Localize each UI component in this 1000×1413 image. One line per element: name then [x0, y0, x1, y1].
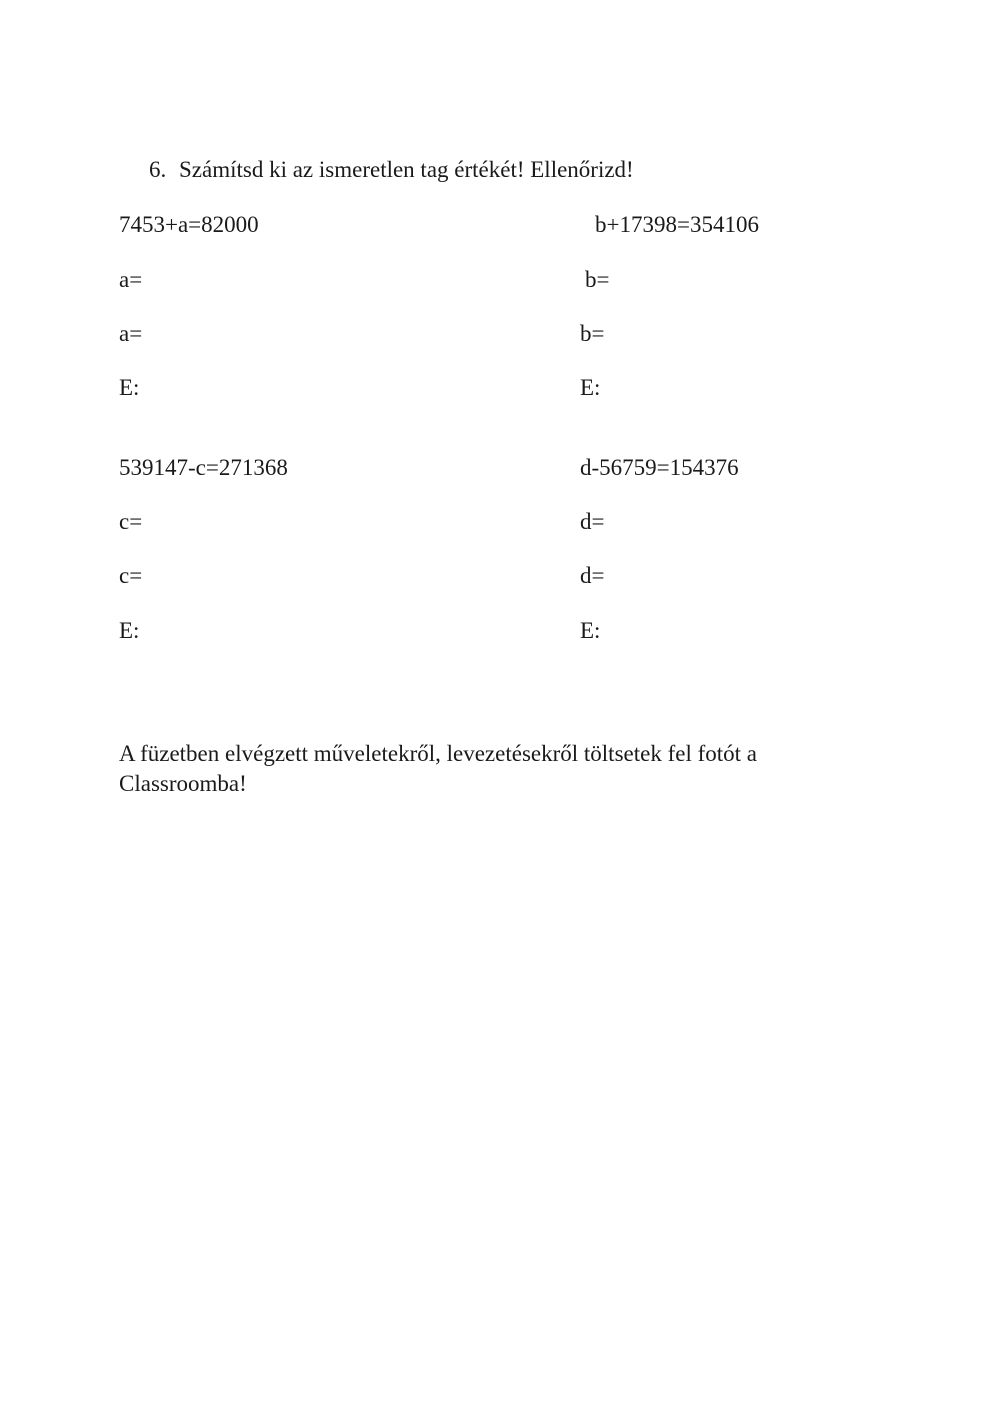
task-heading [149, 156, 634, 184]
upload-instruction-line-1: A füzetben elvégzett műveletekről, levezetésekről töltsetek fel fotót a [119, 741, 757, 766]
exercise-a-equation: 7453+a=82000 [119, 212, 259, 237]
exercise-b-check: E: [580, 375, 601, 400]
upload-instruction-line-2: Classroomba! [119, 771, 247, 796]
exercise-c-step-1: c= [119, 509, 143, 534]
upload-instruction [119, 739, 819, 799]
exercise-d-step-1: d= [580, 509, 605, 534]
exercise-d-check: E: [580, 618, 601, 643]
exercise-b-equation: b+17398=354106 [595, 212, 759, 237]
exercise-c-check: E: [119, 618, 140, 643]
exercise-d-equation: d-56759=154376 [580, 455, 739, 480]
exercise-c-step-2: c= [119, 563, 143, 588]
exercise-a-step-1: a= [119, 267, 143, 292]
exercise-a-check: E: [119, 375, 140, 400]
exercise-b-step-2: b= [580, 321, 605, 346]
task-number: 6. [149, 157, 167, 182]
exercise-d-step-2: d= [580, 563, 605, 588]
exercise-b-step-1: b= [585, 267, 610, 292]
exercise-a-step-2: a= [119, 321, 143, 346]
exercise-c-equation: 539147-c=271368 [119, 455, 288, 480]
task-instruction: Számítsd ki az ismeretlen tag értékét! Ellenőrizd! [179, 157, 634, 182]
